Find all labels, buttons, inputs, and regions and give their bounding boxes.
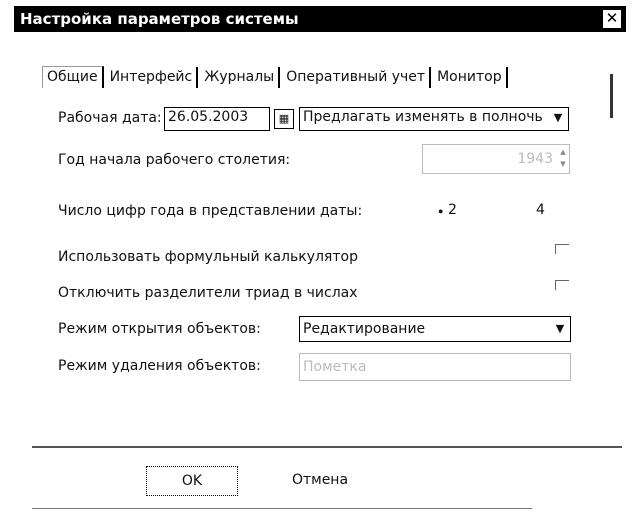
- triad-separators-label: Отключить разделители триад в числах: [58, 285, 358, 301]
- tab-monitor[interactable]: Монитор: [433, 67, 508, 88]
- title-bar: [14, 6, 626, 32]
- year-digits-option-2[interactable]: 2: [448, 202, 457, 218]
- date-change-mode-value: Предлагать изменять в полночь: [303, 109, 543, 125]
- ok-button[interactable]: OK: [146, 466, 238, 496]
- open-mode-select[interactable]: [299, 316, 571, 342]
- open-mode-label: Режим открытия объектов:: [58, 321, 261, 337]
- tab-bar: [42, 64, 510, 88]
- work-date-label: Рабочая дата:: [58, 110, 162, 126]
- formula-calc-checkbox[interactable]: [555, 244, 569, 254]
- spin-arrows-icon: ▲ ▼: [560, 148, 566, 168]
- tab-operational-accounting[interactable]: Оперативный учет: [282, 67, 431, 88]
- radio-selected-icon: ●: [438, 206, 444, 216]
- cancel-button[interactable]: Отмена: [291, 472, 349, 488]
- tab-general[interactable]: Общие: [42, 66, 104, 88]
- delete-mode-label: Режим удаления объектов:: [58, 358, 261, 374]
- calendar-icon: ▦: [278, 113, 290, 125]
- date-change-mode-select[interactable]: [299, 107, 569, 131]
- close-button[interactable]: [602, 9, 622, 29]
- button-separator: [32, 446, 622, 448]
- scroll-indicator[interactable]: [610, 74, 613, 118]
- triad-separators-checkbox[interactable]: [555, 280, 569, 290]
- delete-mode-value: Пометка: [303, 359, 367, 375]
- century-start-label: Год начала рабочего столетия:: [58, 152, 291, 168]
- bottom-border: [32, 508, 532, 509]
- work-date-input[interactable]: 26.05.2003: [164, 107, 270, 131]
- dialog-title: Настройка параметров системы: [20, 10, 299, 28]
- close-icon: ✕: [605, 10, 619, 27]
- formula-calc-label: Использовать формульный калькулятор: [58, 249, 358, 265]
- calendar-button[interactable]: [274, 109, 294, 129]
- open-mode-value: Редактирование: [303, 321, 426, 337]
- century-start-spinner[interactable]: [422, 144, 570, 174]
- year-digits-option-4[interactable]: 4: [536, 202, 545, 218]
- tab-interface[interactable]: Интерфейс: [106, 67, 199, 88]
- chevron-down-icon: ▼: [555, 322, 565, 335]
- chevron-down-icon: ▼: [553, 111, 563, 124]
- year-digits-label: Число цифр года в представлении даты:: [58, 203, 363, 219]
- tab-journals[interactable]: Журналы: [200, 67, 280, 88]
- delete-mode-select[interactable]: [299, 353, 571, 381]
- settings-dialog: [14, 6, 626, 516]
- century-start-value: 1943: [517, 151, 553, 167]
